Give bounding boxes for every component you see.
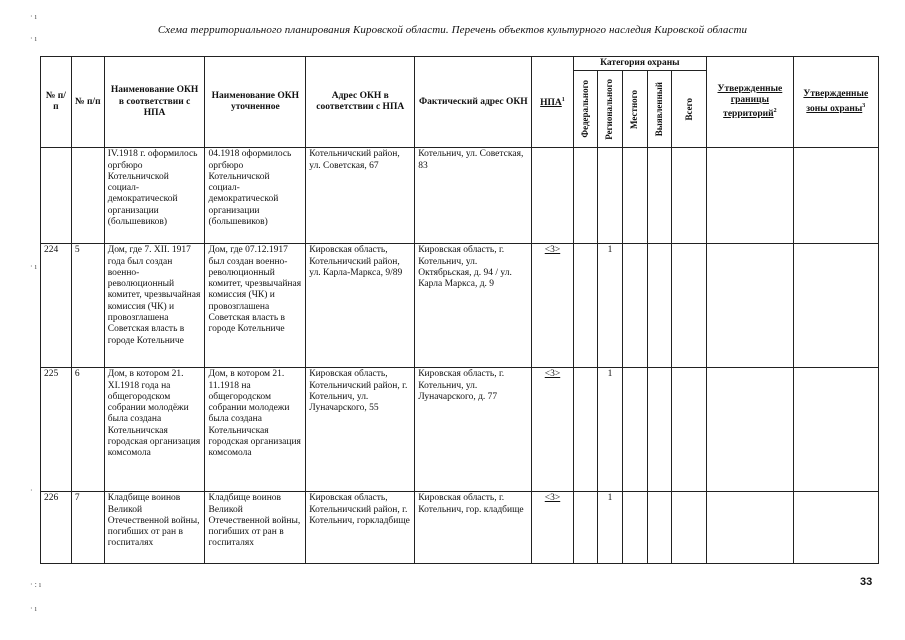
cell-num: 226 [41, 492, 72, 564]
cell-federal [573, 148, 598, 244]
cell-npa: <3> [532, 368, 573, 492]
cell-identified [647, 244, 672, 368]
cell-approved-borders [707, 244, 793, 368]
col-header-approved-borders: Утвержденные границы территорий$^2$ [707, 57, 793, 148]
cell-total [672, 492, 707, 564]
col-header-identified: Выявленный [647, 71, 672, 148]
cell-identified [647, 368, 672, 492]
cell-regional: 1 [598, 368, 623, 492]
cell-num2: 5 [71, 244, 104, 368]
page-number: 33 [860, 576, 873, 588]
cell-identified [647, 148, 672, 244]
cell-name-refined: 04.1918 оформилось оргбюро Котельничской социал-демократической организации (большевиков) [205, 148, 306, 244]
margin-mark: · : ı [30, 580, 42, 589]
margin-mark: · ı [30, 604, 37, 613]
cell-address: Кировская область, Котельничский район, ул. Карла-Маркса, 9/89 [306, 244, 415, 368]
cell-name: Кладбище воинов Великой Отечественной войны, погибших от ран в госпиталях [104, 492, 205, 564]
cell-local [622, 368, 647, 492]
cell-local [622, 244, 647, 368]
table-row [41, 244, 879, 368]
cell-address: Кировская область, Котельничский район, г. Котельнич, горкладбище [306, 492, 415, 564]
col-header-name-refined: Наименование ОКН уточненное [205, 57, 306, 148]
cell-npa [532, 148, 573, 244]
cell-num2: 6 [71, 368, 104, 492]
cell-name-refined: Дом, в котором 21. 11.1918 на общегородском собрании молодежи была создана Котельничская городская организация комсомола [205, 368, 306, 492]
col-header-total: Всего [672, 71, 707, 148]
col-header-regional: Регионального [598, 71, 623, 148]
page-title: Схема территориального планирования Кировской области. Перечень объектов культурного наследия Кировской области [157, 24, 748, 36]
col-header-actual-address: Фактический адрес ОКН [415, 57, 532, 148]
cell-actual-address: Котельнич, ул. Советская, 83 [415, 148, 532, 244]
cell-local [622, 148, 647, 244]
col-header-address: Адрес ОКН в соответствии с НПА [306, 57, 415, 148]
col-header-local: Местного [622, 71, 647, 148]
margin-mark: · ı [30, 262, 37, 271]
cell-npa: <3> [532, 244, 573, 368]
cell-num: 225 [41, 368, 72, 492]
col-header-federal: Федерального [573, 71, 598, 148]
cell-approved-zones [793, 368, 878, 492]
col-header-category-group: Категория охраны [573, 57, 707, 71]
cell-approved-borders [707, 368, 793, 492]
cell-address: Котельничский район, ул. Советская, 67 [306, 148, 415, 244]
col-header-num2: № п/п [71, 57, 104, 148]
cell-local [622, 492, 647, 564]
cell-num: 224 [41, 244, 72, 368]
col-header-approved-zones: Утвержденные зоны охраны$^3$ [793, 57, 878, 148]
cell-approved-zones [793, 244, 878, 368]
cell-total [672, 148, 707, 244]
cell-approved-borders [707, 148, 793, 244]
cell-federal [573, 368, 598, 492]
cell-regional: 1 [598, 492, 623, 564]
cell-name: Дом, где 7. XII. 1917 года был создан военно-революционный комитет, чрезвычайная комиссия (ЧК) и провозглашена Советская власть в городе Котельниче [104, 244, 205, 368]
cell-approved-zones [793, 148, 878, 244]
cell-num2 [71, 148, 104, 244]
table-row [41, 148, 879, 244]
cell-name-refined: Кладбище воинов Великой Отечественной войны, погибших от ран в госпиталях [205, 492, 306, 564]
cell-npa: <3> [532, 492, 573, 564]
col-header-num: № п/п [41, 57, 72, 148]
table-row [41, 492, 879, 564]
cell-approved-zones [793, 492, 878, 564]
okn-table [40, 56, 879, 564]
col-header-name: Наименование ОКН в соответствии с НПА [104, 57, 205, 148]
cell-actual-address: Кировская область, г. Котельнич, ул. Октябрьская, д. 94 / ул. Карла Маркса, д. 9 [415, 244, 532, 368]
margin-mark: · [30, 486, 33, 495]
cell-name: IV.1918 г. оформилось оргбюро Котельничской социал-демократической организации (большевиков) [104, 148, 205, 244]
cell-actual-address: Кировская область, г. Котельнич, гор. кладбище [415, 492, 532, 564]
cell-regional: 1 [598, 244, 623, 368]
cell-total [672, 244, 707, 368]
cell-name: Дом, в котором 21. XI.1918 года на общегородском собрании молодёжи была создана Котельничская городская организация комсомола [104, 368, 205, 492]
cell-address: Кировская область, Котельничский район, г. Котельнич, ул. Луначарского, 55 [306, 368, 415, 492]
cell-federal [573, 244, 598, 368]
cell-regional [598, 148, 623, 244]
cell-identified [647, 492, 672, 564]
cell-approved-borders [707, 492, 793, 564]
margin-mark: · ı [30, 12, 37, 21]
cell-num [41, 148, 72, 244]
cell-actual-address: Кировская область, г. Котельнич, ул. Луначарского, д. 77 [415, 368, 532, 492]
cell-total [672, 368, 707, 492]
col-header-npa: НПА$^1$ [532, 57, 573, 148]
cell-num2: 7 [71, 492, 104, 564]
cell-name-refined: Дом, где 07.12.1917 был создан военно-революционный комитет, чрезвычайная комиссия (ЧК) и провозглашена Советская власть в городе Котельниче [205, 244, 306, 368]
margin-mark: · ı [30, 34, 37, 43]
cell-federal [573, 492, 598, 564]
table-row [41, 368, 879, 492]
